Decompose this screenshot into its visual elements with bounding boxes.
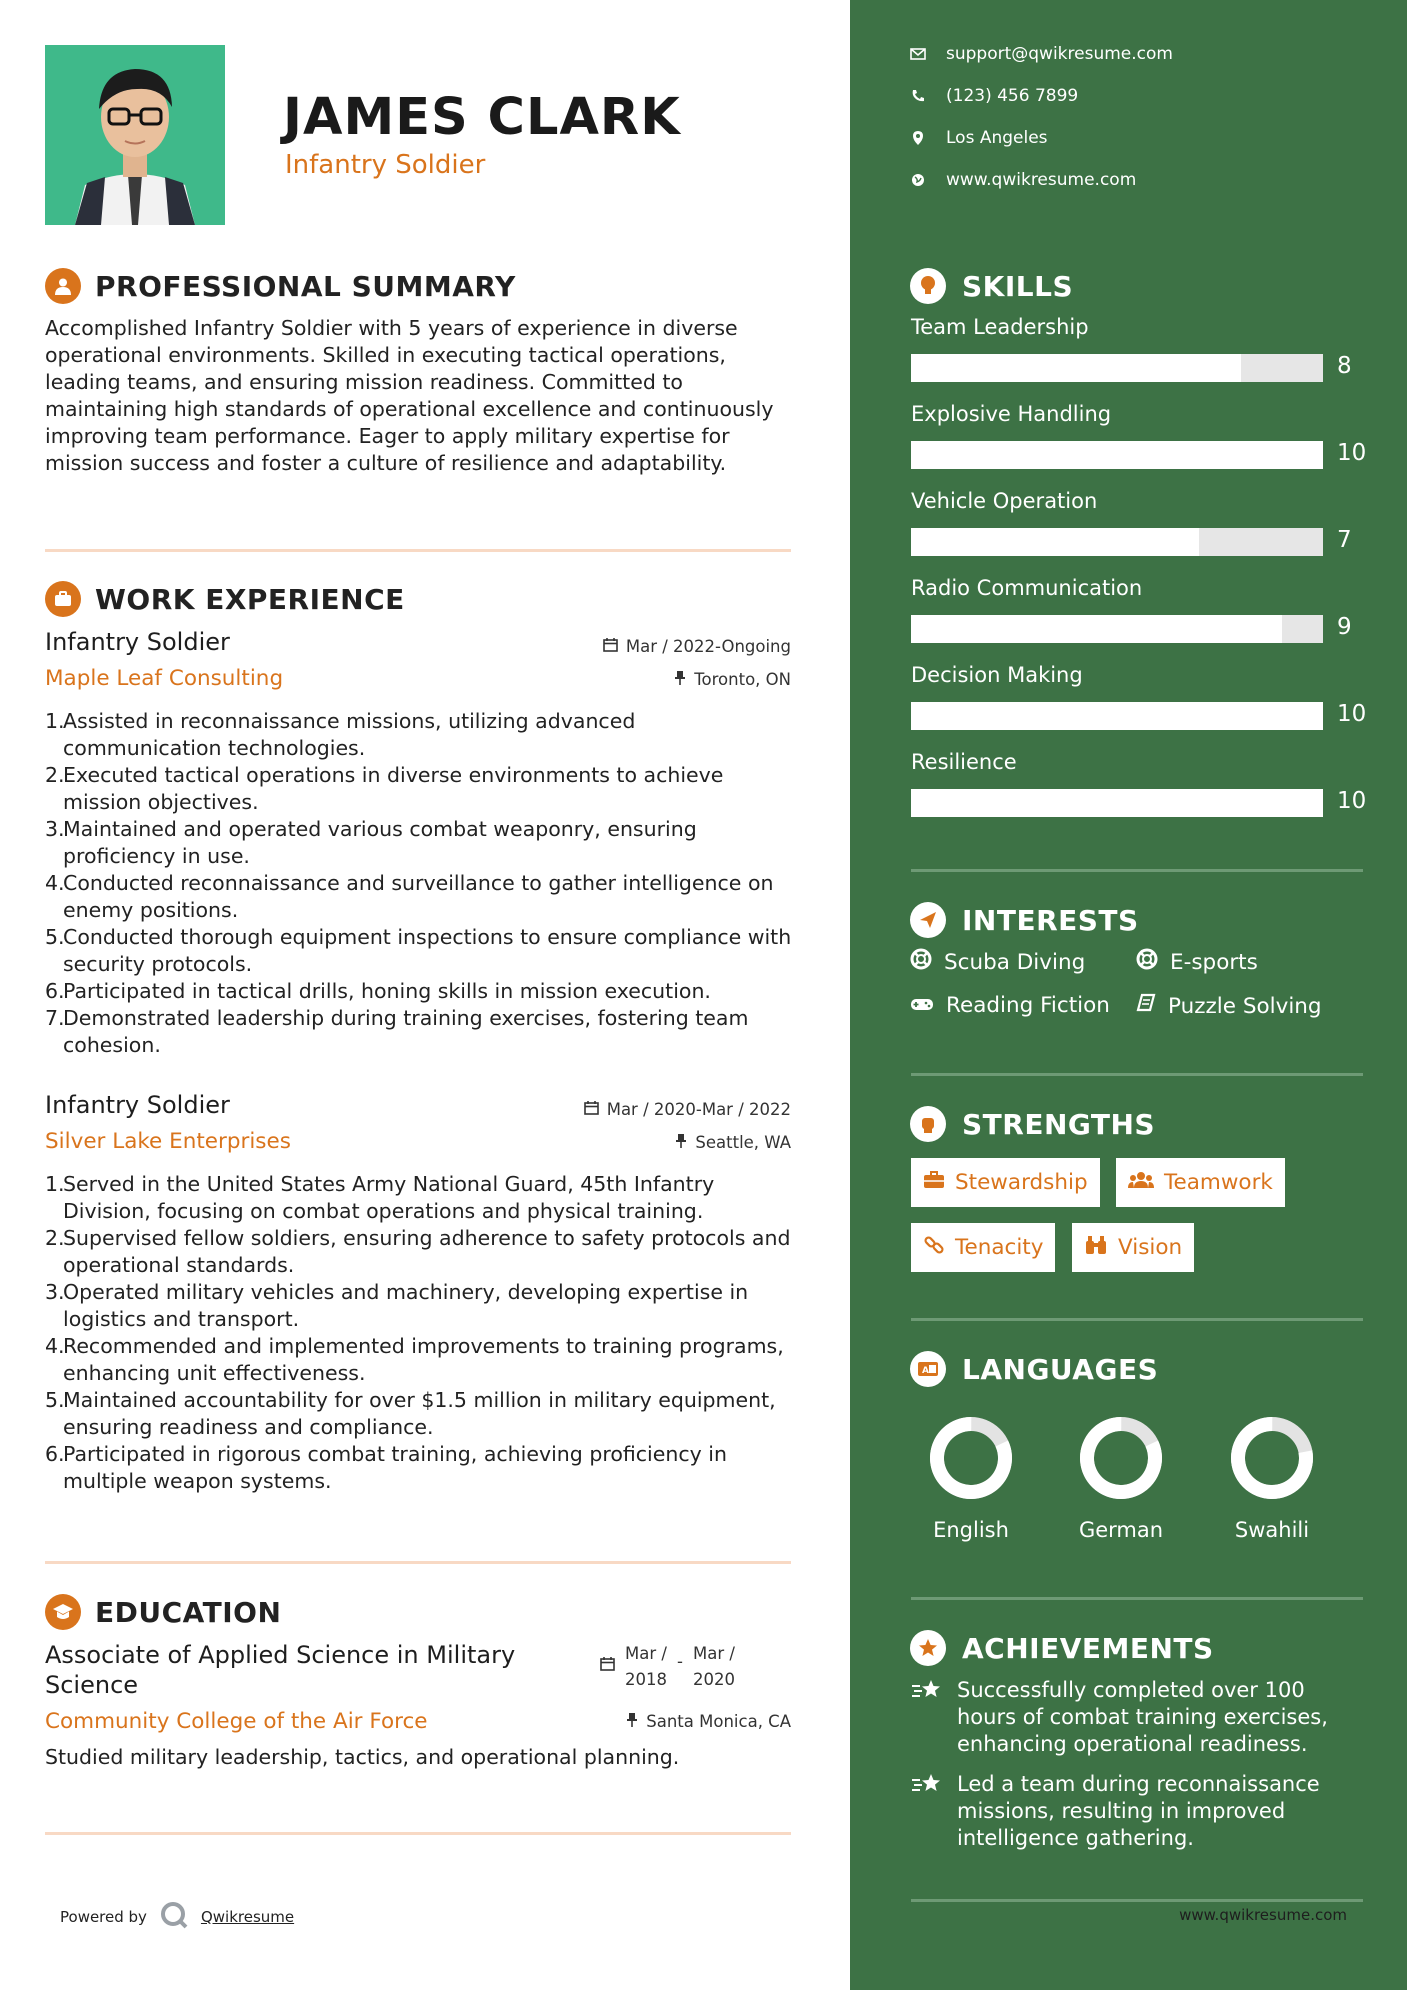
job-title: Infantry Soldier xyxy=(45,628,230,656)
pin-icon xyxy=(675,1133,687,1152)
language-ring xyxy=(1230,1416,1314,1500)
skill-value: 7 xyxy=(1337,527,1352,553)
skill-bar-fill xyxy=(911,441,1323,469)
skill-name: Radio Communication xyxy=(911,576,1143,600)
section-divider xyxy=(911,869,1363,872)
shooting-star-icon xyxy=(911,1677,943,1758)
skill-bar-fill xyxy=(911,615,1282,643)
language-ring-fill xyxy=(929,1416,1013,1500)
education-dates xyxy=(600,1641,735,1693)
job-title: Infantry Soldier xyxy=(45,1091,230,1119)
life-ring-icon xyxy=(910,948,932,976)
language-ring xyxy=(1079,1416,1163,1500)
list-item: 7. Demonstrated leadership during training exercises, fostering team cohesion. xyxy=(45,1006,749,1057)
list-item: 2. Supervised fellow soldiers, ensuring adherence to safety protocols and operational standards. xyxy=(45,1226,791,1277)
shooting-star-icon xyxy=(911,1771,943,1852)
school-name: Community College of the Air Force xyxy=(45,1709,428,1734)
skill-bar xyxy=(911,441,1323,469)
interest-item: Puzzle Solving xyxy=(1136,993,1322,1019)
phone-text: (123) 456 7899 xyxy=(946,86,1079,106)
job-location-text: Seattle, WA xyxy=(695,1133,791,1152)
qwikresume-logo-icon xyxy=(159,1900,189,1934)
education-end: Mar / 2020 xyxy=(692,1644,735,1689)
list-item: 3. Operated military vehicles and machinery, developing expertise in logistics and transport. xyxy=(45,1280,749,1331)
powered-by-label: Powered by xyxy=(60,1908,147,1926)
skill-bar-fill xyxy=(911,789,1323,817)
skill-name: Vehicle Operation xyxy=(911,489,1098,513)
job-dates-text: Mar / 2022-Ongoing xyxy=(625,637,791,656)
skill-value: 10 xyxy=(1337,701,1367,727)
strength-chip: Stewardship xyxy=(911,1158,1100,1207)
skill-value: 9 xyxy=(1337,614,1352,640)
job-dates-text: Mar / 2020-Mar / 2022 xyxy=(606,1100,791,1119)
skill-bar xyxy=(911,354,1323,382)
strength-chip: Teamwork xyxy=(1116,1158,1285,1207)
language-ring xyxy=(929,1416,1013,1500)
skill-bar-fill xyxy=(911,354,1241,382)
summary-heading xyxy=(45,268,516,304)
powered-by xyxy=(60,1900,294,1934)
globe-icon xyxy=(910,172,926,188)
skill-value: 8 xyxy=(1337,353,1352,379)
language-item xyxy=(1056,1416,1186,1542)
svg-text:A: A xyxy=(922,1366,929,1376)
job-bullets xyxy=(45,1171,795,1495)
section-divider xyxy=(911,1899,1363,1902)
job-bullets xyxy=(45,708,795,1059)
skill-bar-fill xyxy=(911,702,1323,730)
skill-bar-fill xyxy=(911,528,1199,556)
summary-title: PROFESSIONAL SUMMARY xyxy=(95,269,516,303)
achievements-heading xyxy=(910,1630,1214,1666)
envelope-icon xyxy=(910,46,926,62)
user-icon xyxy=(45,268,81,304)
qwikresume-link[interactable]: Qwikresume xyxy=(200,1908,295,1926)
footer-url[interactable]: www.qwikresume.com xyxy=(1179,1906,1347,1924)
education-location-text: Santa Monica, CA xyxy=(646,1712,791,1731)
skill-name: Decision Making xyxy=(911,663,1083,687)
languages-title: LANGUAGES xyxy=(962,1352,1159,1386)
interest-item: Scuba Diving xyxy=(910,948,1085,976)
calendar-icon xyxy=(584,1100,599,1119)
skills-heading xyxy=(910,268,1073,304)
location-text: Los Angeles xyxy=(946,128,1048,148)
map-marker-icon xyxy=(910,130,926,146)
list-item: 6. Participated in tactical drills, honing skills in mission execution. xyxy=(45,979,711,1003)
strengths-heading xyxy=(910,1106,1155,1142)
language-name: German xyxy=(1078,1518,1164,1542)
company-name: Silver Lake Enterprises xyxy=(45,1129,291,1154)
degree-name: Associate of Applied Science in Military Science xyxy=(45,1641,516,1699)
skill-bar xyxy=(911,702,1323,730)
language-icon xyxy=(910,1351,946,1387)
candidate-name: JAMES CLARK xyxy=(283,88,681,147)
skill-name: Team Leadership xyxy=(911,315,1089,339)
strength-chip: Tenacity xyxy=(911,1223,1055,1272)
list-item: 1. Assisted in reconnaissance missions, utilizing advanced communication technologies. xyxy=(45,709,636,760)
company-name: Maple Leaf Consulting xyxy=(45,666,284,691)
contact-location xyxy=(910,128,1048,148)
achievement-item: Successfully completed over 100 hours of combat training exercises, enhancing operational readiness. xyxy=(911,1677,1361,1758)
paper-plane-icon xyxy=(910,902,946,938)
fist-icon xyxy=(910,1106,946,1142)
list-item: 4. Conducted reconnaissance and surveillance to gather intelligence on enemy positions. xyxy=(45,871,774,922)
website-text[interactable]: www.qwikresume.com xyxy=(946,170,1137,190)
list-item: 5. Maintained accountability for over $1.5 million in military equipment, ensuring readiness and compliance. xyxy=(45,1388,776,1439)
education-heading xyxy=(45,1594,281,1630)
job-dates xyxy=(584,1100,791,1119)
interests-title: INTERESTS xyxy=(962,903,1139,937)
list-item: 4. Recommended and implemented improvements to training programs, enhancing unit effectiveness. xyxy=(45,1334,784,1385)
section-divider xyxy=(45,1561,791,1564)
section-divider xyxy=(911,1318,1363,1321)
pin-icon xyxy=(626,1712,638,1731)
achievement-item: Led a team during reconnaissance missions, resulting in improved intelligence gathering. xyxy=(911,1771,1361,1852)
interest-item: Reading Fiction xyxy=(910,993,1110,1018)
skill-value: 10 xyxy=(1337,788,1367,814)
phone-icon xyxy=(910,88,926,104)
summary-text: Accomplished Infantry Soldier with 5 years of experience in diverse operational environments. Skilled in executing tactical operations, leading teams, and ensuring mission readiness. Committed to maintaining high standards of operational excellence and continuously improving team performance. Eager to apply military expertise for mission success and foster a culture of resilience and adaptability. xyxy=(45,316,774,475)
briefcase-icon xyxy=(923,1170,945,1195)
education-start: Mar / 2018 xyxy=(625,1644,667,1689)
language-name: English xyxy=(933,1518,1009,1542)
section-divider xyxy=(45,1832,791,1835)
section-divider xyxy=(45,549,791,552)
skill-bar xyxy=(911,615,1323,643)
pin-icon xyxy=(674,670,686,689)
contact-website xyxy=(910,170,1136,190)
interests-heading xyxy=(910,902,1139,938)
language-item xyxy=(906,1416,1036,1542)
sidebar xyxy=(850,0,1407,1990)
education-dash: - xyxy=(677,1652,683,1671)
list-item: 3. Maintained and operated various combat weaponry, ensuring proficiency in use. xyxy=(45,817,697,868)
list-item: 5. Conducted thorough equipment inspections to ensure compliance with security protocols. xyxy=(45,925,792,976)
briefcase-icon xyxy=(45,581,81,617)
language-ring-fill xyxy=(1079,1416,1163,1500)
skill-bar xyxy=(911,789,1323,817)
language-item xyxy=(1207,1416,1337,1542)
book-icon xyxy=(1136,993,1156,1019)
users-icon xyxy=(1128,1170,1154,1195)
experience-heading xyxy=(45,581,405,617)
list-item: 1. Served in the United States Army National Guard, 45th Infantry Division, focusing on combat operations and physical training. xyxy=(45,1172,715,1223)
skill-bar xyxy=(911,528,1323,556)
list-item: 2. Executed tactical operations in diverse environments to achieve mission objectives. xyxy=(45,763,724,814)
profile-photo xyxy=(45,45,225,225)
strengths-title: STRENGTHS xyxy=(962,1107,1156,1141)
binoculars-icon xyxy=(1084,1235,1108,1261)
achievements-title: ACHIEVEMENTS xyxy=(962,1631,1214,1665)
education-location xyxy=(626,1712,791,1731)
life-ring-icon xyxy=(1136,948,1158,976)
lightbulb-icon xyxy=(910,268,946,304)
job-location xyxy=(674,670,791,689)
calendar-icon xyxy=(600,1656,615,1693)
interest-item: E-sports xyxy=(1136,948,1258,976)
job-dates xyxy=(603,637,791,656)
gamepad-icon xyxy=(910,993,934,1018)
candidate-title: Infantry Soldier xyxy=(285,150,486,180)
link-icon xyxy=(923,1234,945,1262)
section-divider xyxy=(911,1597,1363,1600)
education-title: EDUCATION xyxy=(95,1595,282,1629)
list-item: 6. Participated in rigorous combat training, achieving proficiency in multiple weapon systems. xyxy=(45,1442,727,1493)
calendar-icon xyxy=(603,637,618,656)
strength-chip: Vision xyxy=(1072,1223,1194,1272)
languages-heading xyxy=(910,1351,1158,1387)
experience-title: WORK EXPERIENCE xyxy=(95,582,405,616)
contact-email xyxy=(910,44,1173,64)
job-location xyxy=(675,1133,791,1152)
graduation-cap-icon xyxy=(45,1594,81,1630)
contact-phone xyxy=(910,86,1078,106)
star-icon xyxy=(910,1630,946,1666)
section-divider xyxy=(911,1073,1363,1076)
skill-value: 10 xyxy=(1337,440,1367,466)
skill-name: Explosive Handling xyxy=(911,402,1112,426)
skill-name: Resilience xyxy=(911,750,1017,774)
job-location-text: Toronto, ON xyxy=(694,670,791,689)
language-name: Swahili xyxy=(1234,1518,1310,1542)
email-text[interactable]: support@qwikresume.com xyxy=(946,44,1173,64)
skills-title: SKILLS xyxy=(962,269,1074,303)
education-description: Studied military leadership, tactics, and operational planning. xyxy=(45,1745,680,1769)
